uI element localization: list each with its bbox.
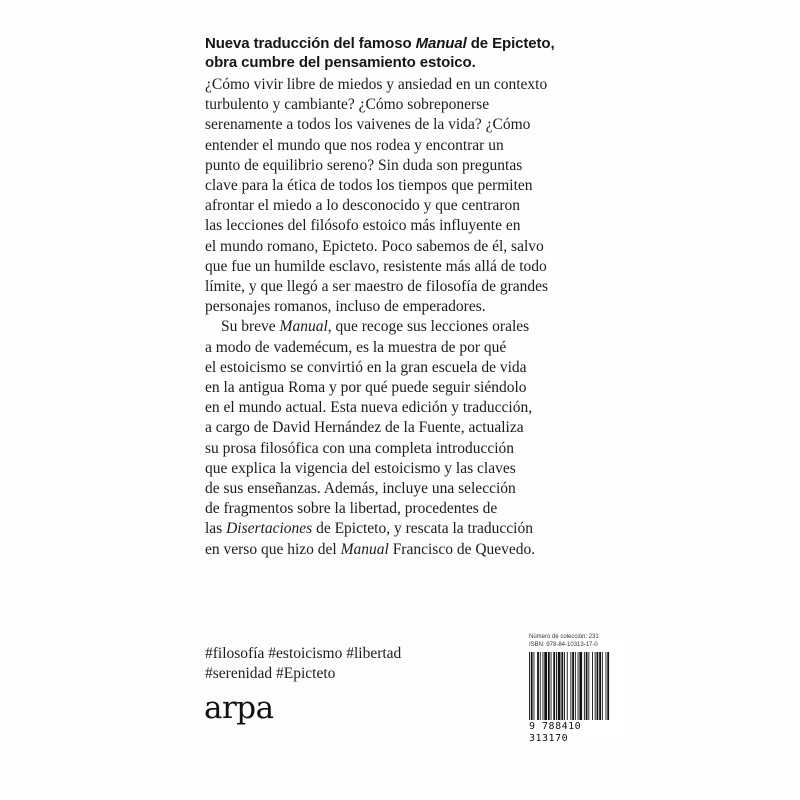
hashtags xyxy=(205,644,465,684)
barcode-digits: 9 788410 313170 xyxy=(529,721,582,744)
barcode-bar xyxy=(599,652,601,720)
blurb-line: de fragmentos sobre la libertad, procedentes de xyxy=(205,500,498,518)
barcode-bar xyxy=(537,652,539,720)
blurb-line: que explica la vigencia del estoicismo y las claves xyxy=(205,459,516,477)
hashtags-line-1: #filosofía #estoicismo #libertad xyxy=(205,645,402,662)
barcode-bar xyxy=(572,652,574,720)
barcode-bar xyxy=(595,652,596,720)
headline xyxy=(205,34,565,72)
blurb-line: límite, y que llegó a ser maestro de filosofía de grandes xyxy=(205,278,549,296)
blurb-line: serenamente a todos los vaivenes de la vida? ¿Cómo xyxy=(205,116,531,134)
blurb-line: ¿Cómo vivir libre de miedos y ansiedad en un contexto xyxy=(205,76,548,93)
barcode-bar xyxy=(531,652,533,720)
blurb-line: turbulento y cambiante? ¿Cómo sobreponerse xyxy=(205,96,490,114)
blurb-line: las Disertaciones de Epicteto, y rescata la traducción xyxy=(205,520,533,538)
barcode-bar xyxy=(564,652,565,720)
blurb-line: afrontar el miedo a lo desconocido y que centraron xyxy=(205,197,521,215)
barcode-bar xyxy=(575,652,576,720)
publisher-logo: arpa xyxy=(204,690,274,726)
barcode-bar xyxy=(606,652,607,720)
blurb-line: en verso que hizo del Manual Francisco de Quevedo. xyxy=(205,540,536,558)
blurb-line: entender el mundo que nos rodea y encontrar un xyxy=(205,136,504,154)
isbn-text: ISBN: 978-84-10313-17-0 xyxy=(529,642,598,648)
isbn-barcode-block xyxy=(529,633,625,744)
barcode-bar xyxy=(561,652,563,720)
blurb-line: punto de equilibrio sereno? Sin duda son preguntas xyxy=(205,156,523,174)
blurb-line: Su breve Manual, que recoge sus lecciones orales xyxy=(221,318,530,336)
blurb xyxy=(205,75,549,560)
blurb-line: clave para la ética de todos los tiempos que permiten xyxy=(205,177,533,195)
barcode-bar xyxy=(540,652,541,720)
barcode-bar xyxy=(579,652,582,720)
barcode-bar xyxy=(544,652,547,720)
barcode-bar xyxy=(592,652,593,720)
barcode-bar xyxy=(607,652,609,720)
barcode-meta xyxy=(529,633,625,649)
barcode-bar xyxy=(548,652,550,720)
hashtags-line-2: #serenidad #Epicteto xyxy=(205,665,336,682)
headline-line-1: Nueva traducción del famoso Manual de Epicteto, xyxy=(205,35,555,52)
barcode-bar xyxy=(570,652,571,720)
blurb-line: de sus enseñanzas. Además, incluye una selección xyxy=(205,480,516,498)
blurb-line: personajes romanos, incluso de emperadores. xyxy=(205,298,486,316)
blurb-line: las lecciones del filósofo estoico más influyente en xyxy=(205,217,521,235)
blurb-line: a modo de vademécum, es la muestra de por qué xyxy=(205,338,507,356)
blurb-line: en el mundo actual. Esta nueva edición y traducción, xyxy=(205,399,533,417)
barcode-bar xyxy=(558,652,561,720)
barcode-bar xyxy=(553,652,555,720)
barcode-bar xyxy=(588,652,589,720)
barcode-bar xyxy=(584,652,585,720)
barcode-bar xyxy=(597,652,599,720)
headline-line-2: obra cumbre del pensamiento estoico. xyxy=(205,54,476,71)
blurb-paragraph-1 xyxy=(205,75,549,317)
blurb-line: el estoicismo se convirtió en la gran escuela de vida xyxy=(205,358,527,376)
blurb-line: que fue un humilde esclavo, resistente más allá de todo xyxy=(205,257,547,275)
blurb-line: a cargo de David Hernández de la Fuente, actualiza xyxy=(205,419,524,437)
blurb-line: su prosa filosófica con una completa introducción xyxy=(205,439,515,457)
barcode-bar xyxy=(551,652,552,720)
barcode-bar xyxy=(529,652,530,720)
barcode-bar xyxy=(586,652,588,720)
blurb-line: el mundo romano, Epicteto. Poco sabemos de él, salvo xyxy=(205,237,544,255)
barcode-bar xyxy=(567,652,568,720)
barcode-bars xyxy=(529,652,625,722)
barcode-bar xyxy=(602,652,603,720)
barcode-bar xyxy=(534,652,535,720)
collection-number: Número de colección: 231 xyxy=(529,634,599,640)
barcode-bar xyxy=(556,652,557,720)
headline-italic-title: Manual xyxy=(415,35,467,52)
barcode-bar xyxy=(543,652,544,720)
blurb-paragraph-2 xyxy=(205,317,545,559)
barcode-bar xyxy=(578,652,579,720)
blurb-line: en la antigua Roma y por qué puede seguir siéndolo xyxy=(205,379,527,397)
